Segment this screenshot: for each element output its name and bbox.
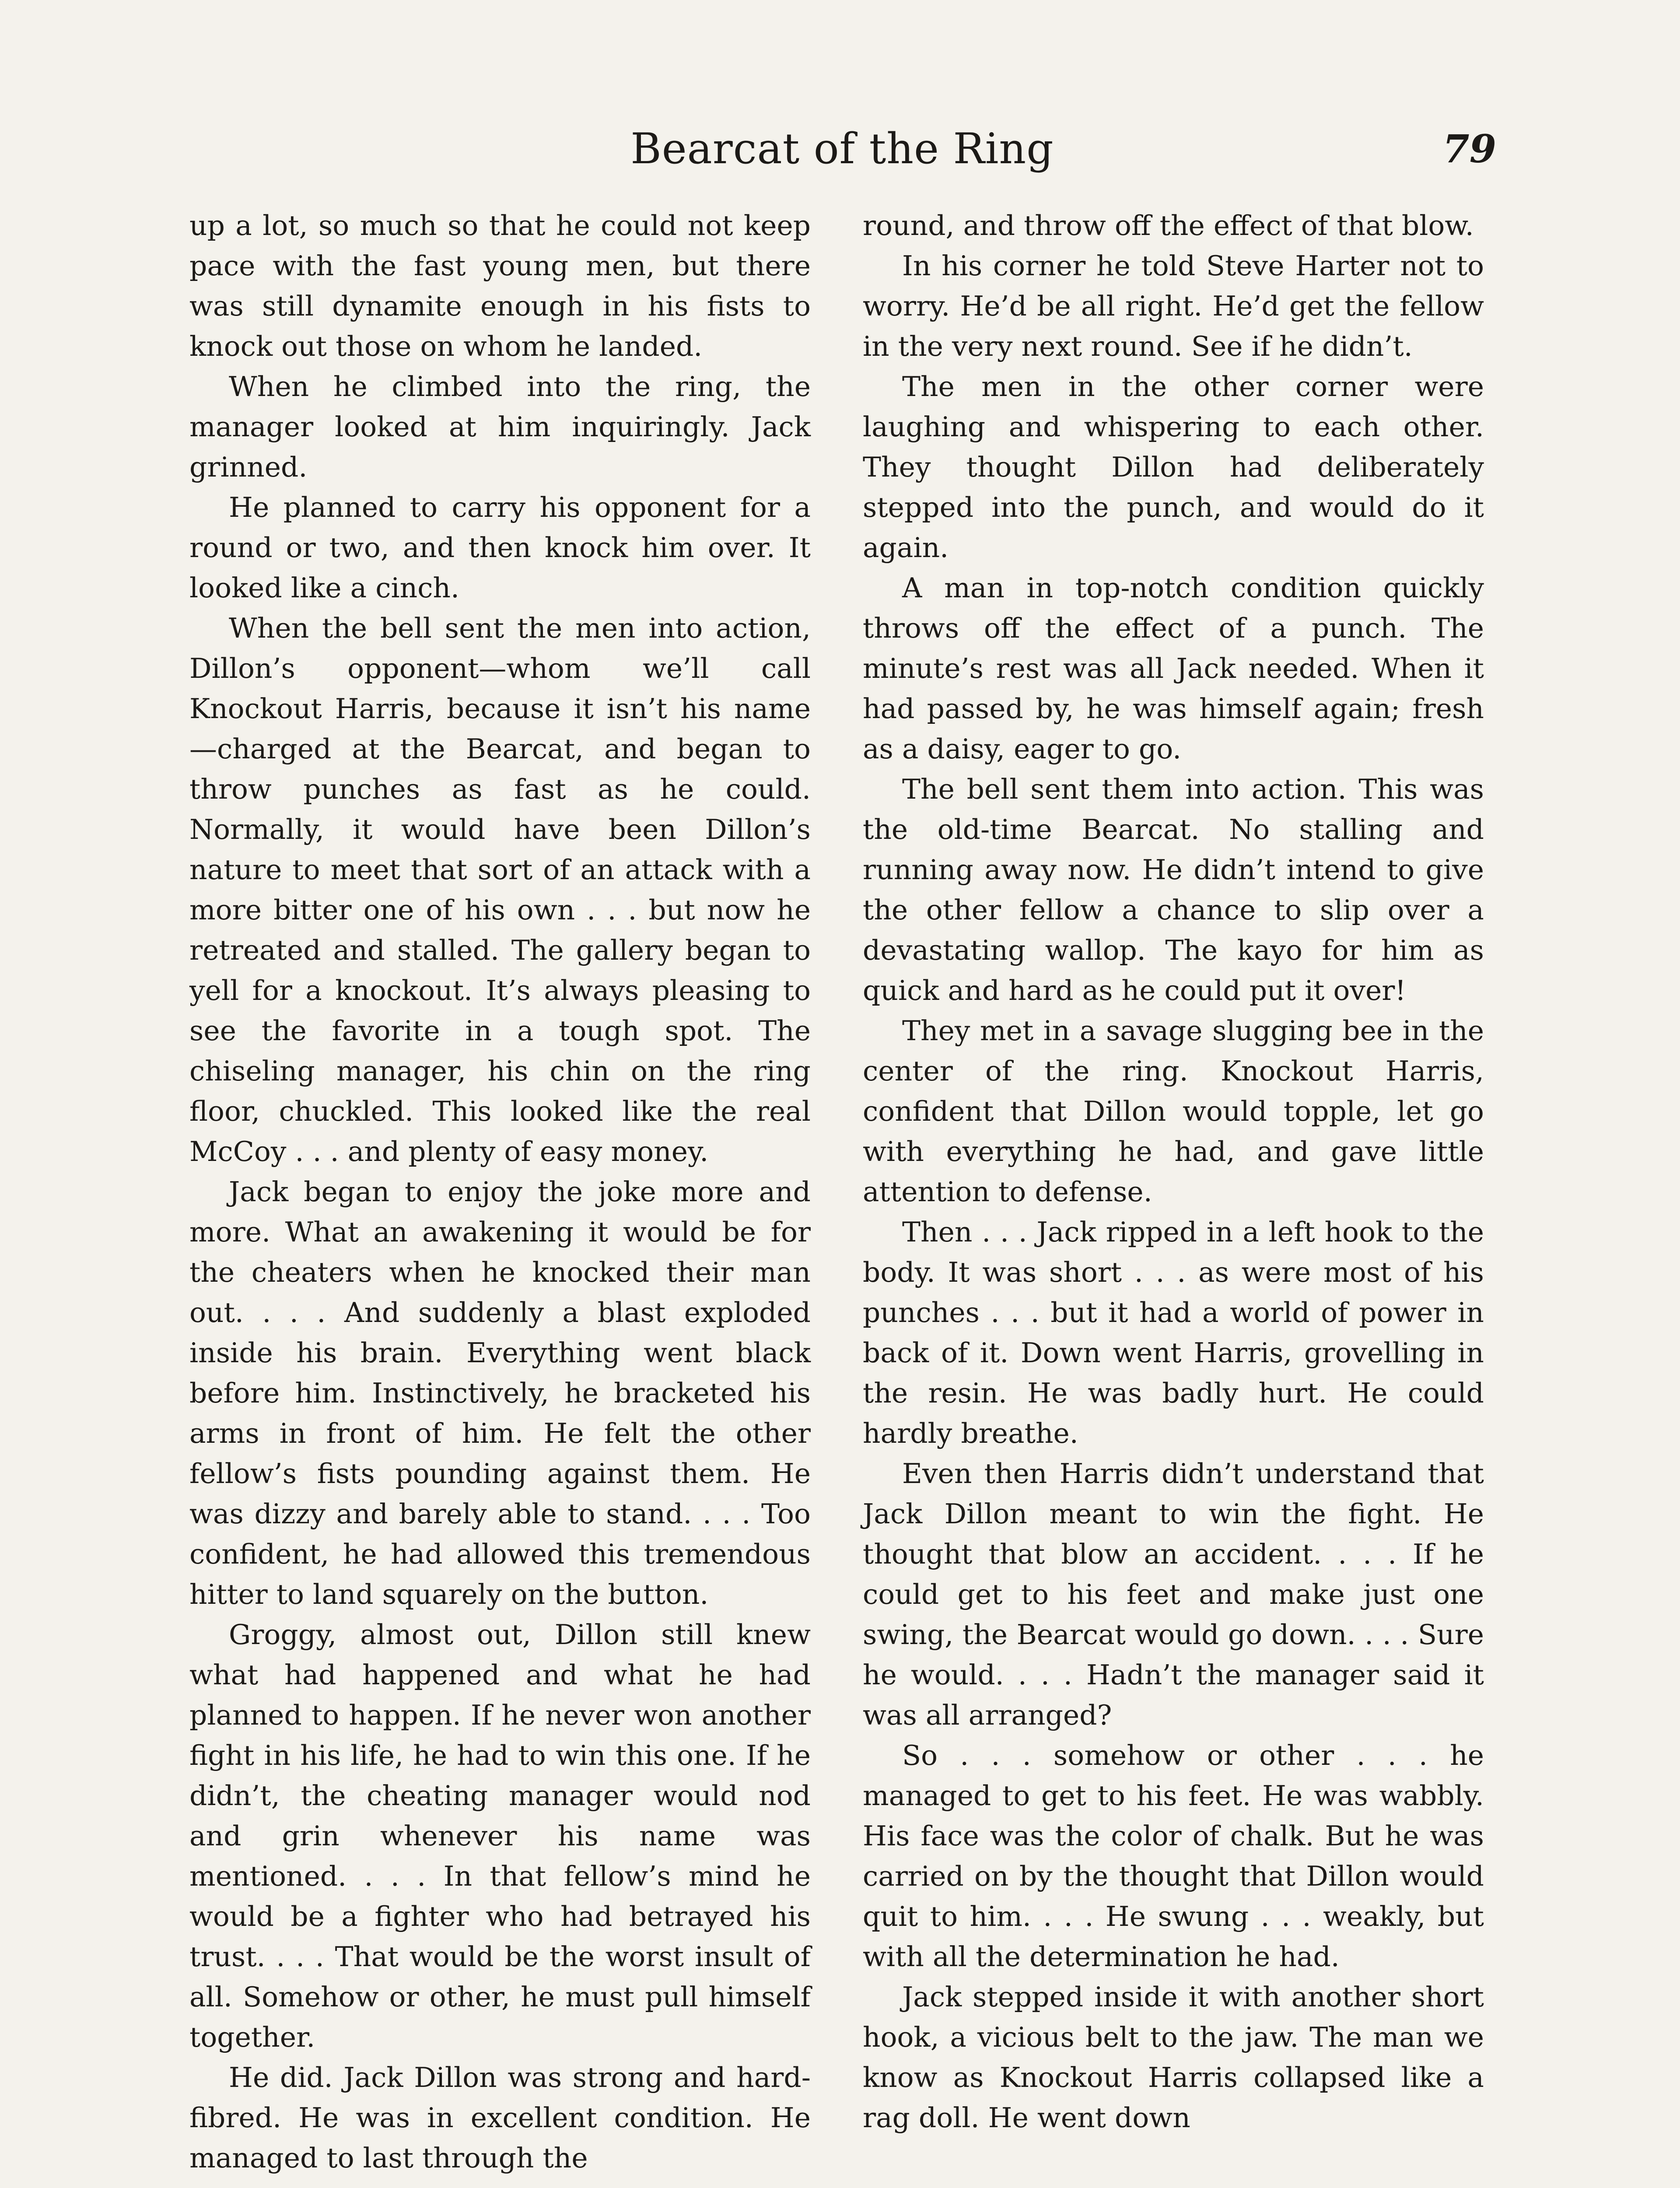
paragraph: Then . . . Jack ripped in a left hook to the body. It was short . . . as were most of his punches . . . but it had a world of power in back of it. Down went Harris, grovelling in the resin. He was badly hurt. He could hardly breathe. [863,1216,1484,1449]
paragraph: The bell sent them into action. This was the old-time Bearcat. No stalling and running away now. He didn’t intend to give the other fellow a chance to slip over a devastating wallop. The kayo for him as quick and hard as he could put it over! [863,773,1484,1006]
paragraph: So . . . somehow or other . . . he managed to get to his feet. He was wabbly. His face was the color of chalk. But he was carried on by the thought that Dillon would quit to him. . . . He swung . . . weakly, but with all the determination he had. [863,1739,1484,1973]
paragraph: In his corner he told Steve Harter not to worry. He’d be all right. He’d get the fellow in the very next round. See if he didn’t. [863,250,1484,362]
left-text-column [189,206,811,2178]
paragraph: Groggy, almost out, Dillon still knew what had happened and what he had planned to happen. If he never won another fight in his life, he had to win this one. If he didn’t, the cheating manager would nod and grin whenever his name was mentioned. . . . In that fellow’s mind he would be a fighter who had betrayed his trust. . . . That would be the worst insult of all. Somehow or other, he must pull himself together. [189,1619,811,2053]
paragraph: up a lot, so much so that he could not keep pace with the fast young men, but there was still dynamite enough in his fists to knock out those on whom he landed. [189,210,811,362]
paragraph: When he climbed into the ring, the manager looked at him inquiringly. Jack grinned. [189,371,811,483]
running-title: Bearcat of the Ring [630,124,1054,173]
paragraph: Jack began to enjoy the joke more and more. What an awakening it would be for the cheaters when he knocked their man out. . . . And suddenly a blast exploded inside his brain. Everything went black before him. Instinctively, he bracketed his arms in front of him. He felt the other fellow’s fists pounding against them. He was dizzy and barely able to stand. . . . Too confident, he had allowed this tremendous hitter to land squarely on the button. [189,1176,811,1610]
paragraph: They met in a savage slugging bee in the center of the ring. Knockout Harris, confident that Dillon would topple, let go with everything he had, and gave little attention to defense. [863,1015,1484,1208]
right-text-column [863,206,1484,2138]
paragraph: Even then Harris didn’t understand that Jack Dillon meant to win the fight. He thought that blow an accident. . . . If he could get to his feet and make just one swing, the Bearcat would go down. . . . Sure he would. . . . Hadn’t the manager said it was all arranged? [863,1458,1484,1731]
paragraph: The men in the other corner were laughing and whispering to each other. They thought Dillon had deliberately stepped into the punch, and would do it again. [863,371,1484,564]
paragraph: He planned to carry his opponent for a round or two, and then knock him over. It looked like a cinch. [189,491,811,604]
page-header [188,118,1496,179]
paragraph: Jack stepped inside it with another short hook, a vicious belt to the jaw. The man we know as Knockout Harris collapsed like a rag doll. He went down [863,1981,1484,2134]
paragraph: A man in top-notch condition quickly throws off the effect of a punch. The minute’s rest was all Jack needed. When it had passed by, he was himself again; fresh as a daisy, eager to go. [863,572,1484,765]
paragraph: He did. Jack Dillon was strong and hard-fibred. He was in excellent condition. He managed to last through the [189,2062,811,2174]
page-number: 79 [1442,126,1496,172]
paragraph: When the bell sent the men into action, Dillon’s opponent—whom we’ll call Knockout Harris, because it isn’t his name—charged at the Bearcat, and began to throw punches as fast as he could. Normally, it would have been Dillon’s nature to meet that sort of an attack with a more bitter one of his own . . . but now he retreated and stalled. The gallery began to yell for a knockout. It’s always pleasing to see the favorite in a tough spot. The chiseling manager, his chin on the ring floor, chuckled. This looked like the real McCoy . . . and plenty of easy money. [189,612,811,1168]
paragraph: round, and throw off the effect of that blow. [863,210,1474,242]
